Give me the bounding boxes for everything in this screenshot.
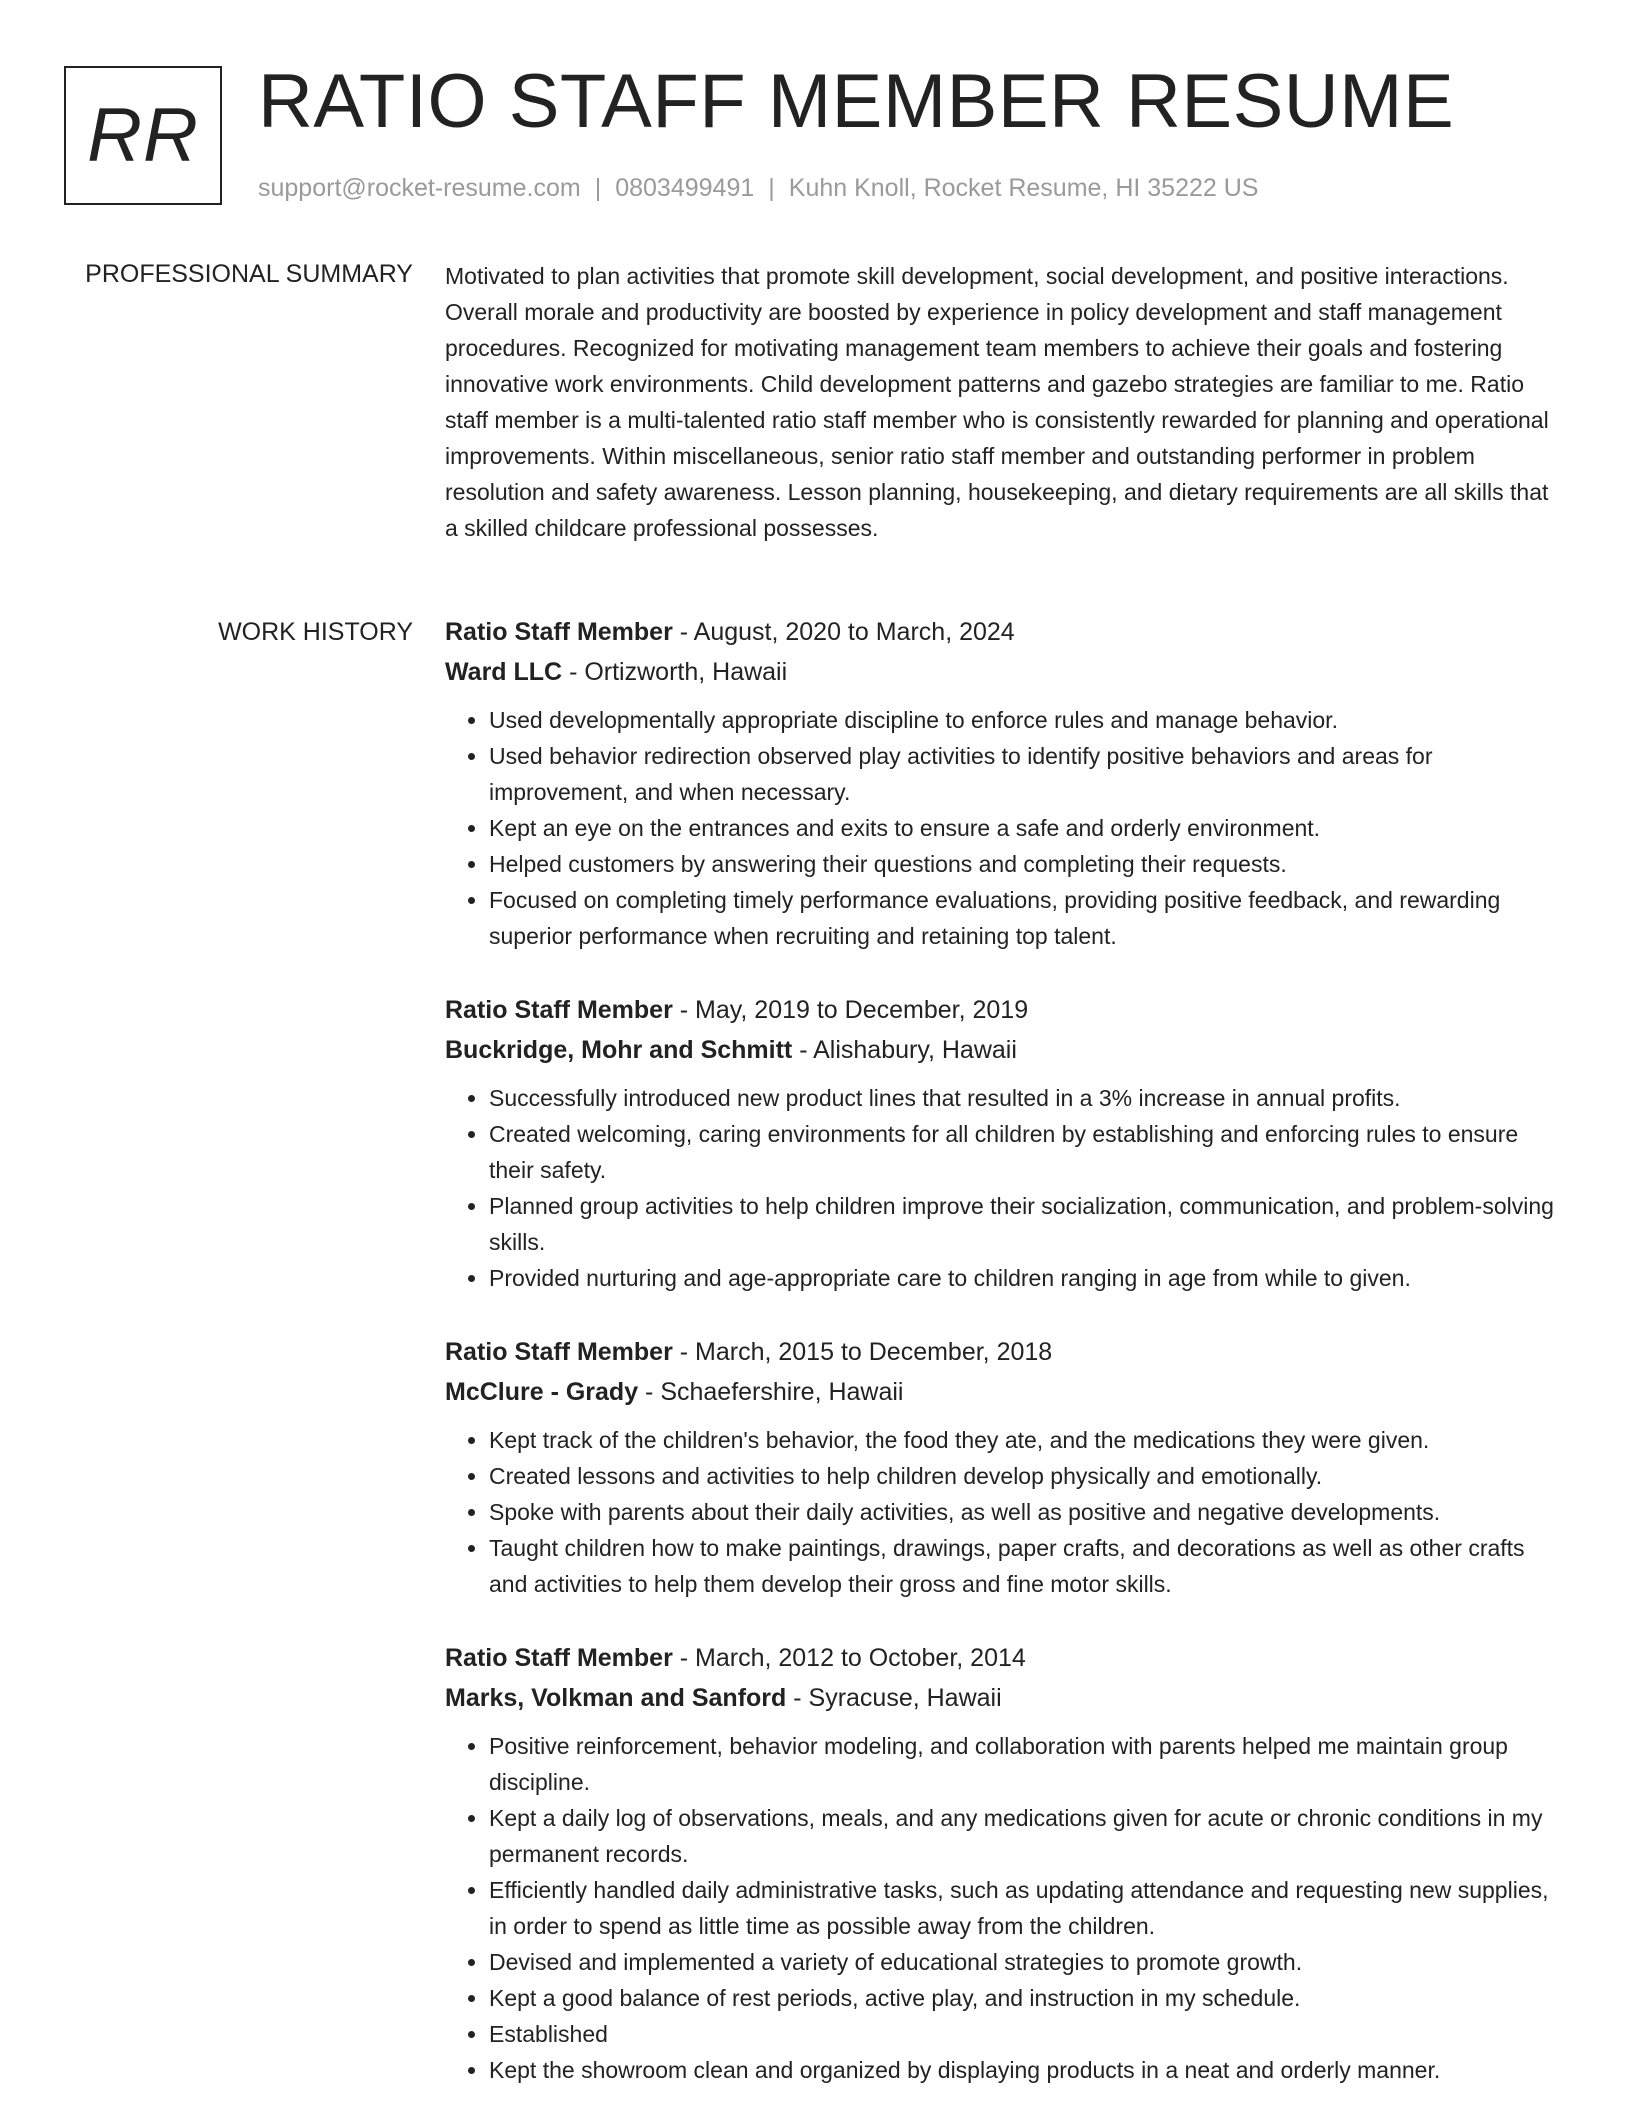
job-bullet-list — [445, 1422, 1565, 1602]
job-bullet: • Kept the showroom clean and organized by displaying products in a neat and orderly manner. — [489, 2052, 1565, 2088]
job-bullet-list — [445, 702, 1565, 954]
contact-separator: | — [768, 174, 775, 202]
resume-header — [64, 59, 1568, 214]
job-bullet: • Provided nurturing and age-appropriate care to children ranging in age from while to given. — [489, 1260, 1565, 1296]
job-title-line — [445, 1638, 1565, 1678]
contact-address: Kuhn Knoll, Rocket Resume, HI 35222 US — [788, 174, 1259, 202]
job-bullet: • Efficiently handled daily administrative tasks, such as updating attendance and requesting new supplies, in order to spend as little time as possible away from the children. — [489, 1872, 1565, 1944]
job-dates: - August, 2020 to March, 2024 — [672, 618, 1015, 646]
job-bullet: • Used developmentally appropriate discipline to enforce rules and manage behavior. — [489, 702, 1565, 738]
job-location: - Ortizworth, Hawaii — [562, 658, 788, 686]
job-company-line — [445, 1030, 1565, 1070]
monogram-logo: RR — [64, 66, 222, 205]
job-company-line — [445, 1372, 1565, 1412]
section-heading-work-history: WORK HISTORY — [218, 618, 413, 646]
job-location: - Schaefershire, Hawaii — [638, 1378, 904, 1406]
job-company: Buckridge, Mohr and Schmitt — [445, 1036, 793, 1064]
job-title: Ratio Staff Member — [445, 1338, 673, 1366]
resume-title: RATIO STAFF MEMBER RESUME — [258, 59, 1455, 144]
job-title-line — [445, 990, 1565, 1030]
job-entry — [445, 1332, 1565, 1602]
contact-separator: | — [594, 174, 602, 202]
job-bullet: • Established — [489, 2016, 1565, 2052]
job-title: Ratio Staff Member — [445, 996, 673, 1024]
job-bullet: • Focused on completing timely performance evaluations, providing positive feedback, and rewarding superior performance when recruiting and retaining top talent. — [489, 882, 1565, 954]
job-bullet-list — [445, 1728, 1565, 2088]
job-title: Ratio Staff Member — [445, 1644, 673, 1672]
job-company: McClure - Grady — [445, 1378, 639, 1406]
contact-phone: 0803499491 — [615, 174, 755, 202]
job-bullet: • Spoke with parents about their daily activities, as well as positive and negative developments. — [489, 1494, 1565, 1530]
job-entry — [445, 1638, 1565, 2088]
job-entry — [445, 612, 1565, 954]
job-bullet: • Kept track of the children's behavior, the food they ate, and the medications they were given. — [489, 1422, 1565, 1458]
contact-email: support@rocket-resume.com — [258, 174, 581, 202]
job-bullet: • Used behavior redirection observed play activities to identify positive behaviors and areas for improvement, and when necessary. — [489, 738, 1565, 810]
section-heading-summary: PROFESSIONAL SUMMARY — [85, 260, 413, 288]
summary-text: Motivated to plan activities that promote skill development, social development, and positive interactions. Overall morale and productivity are boosted by experience in policy development and staff management procedures. Recognized for motivating management team members to achieve their goals and fostering innovative work environments. Child development patterns and gazebo strategies are familiar to me. Ratio staff member is a multi-talented ratio staff member who is consistently rewarded for planning and operational improvements. Within miscellaneous, senior ratio staff member and outstanding performer in problem resolution and safety awareness. Lesson planning, housekeeping, and dietary requirements are all skills that a skilled childcare professional possesses. — [445, 263, 1549, 541]
job-location: - Syracuse, Hawaii — [786, 1684, 1002, 1712]
job-bullet: • Devised and implemented a variety of educational strategies to promote growth. — [489, 1944, 1565, 1980]
job-bullet: • Planned group activities to help children improve their socialization, communication, and problem-solving skills. — [489, 1188, 1565, 1260]
job-bullet: • Taught children how to make paintings, drawings, paper crafts, and decorations as well as other crafts and activities to help them develop their gross and fine motor skills. — [489, 1530, 1565, 1602]
job-company-line — [445, 1678, 1565, 1718]
job-company: Marks, Volkman and Sanford — [445, 1684, 787, 1712]
job-dates: - March, 2012 to October, 2014 — [672, 1644, 1026, 1672]
contact-line — [258, 174, 1258, 203]
job-bullet: • Created lessons and activities to help children develop physically and emotionally. — [489, 1458, 1565, 1494]
job-bullet: • Kept a daily log of observations, meals, and any medications given for acute or chronic conditions in my permanent records. — [489, 1800, 1565, 1872]
job-title-line — [445, 612, 1565, 652]
job-bullet: • Positive reinforcement, behavior modeling, and collaboration with parents helped me maintain group discipline. — [489, 1728, 1565, 1800]
job-location: - Alishabury, Hawaii — [792, 1036, 1017, 1064]
job-bullet: • Helped customers by answering their questions and completing their requests. — [489, 846, 1565, 882]
job-bullet: • Kept an eye on the entrances and exits to ensure a safe and orderly environment. — [489, 810, 1565, 846]
job-title-line — [445, 1332, 1565, 1372]
job-bullet: • Created welcoming, caring environments for all children by establishing and enforcing rules to ensure their safety. — [489, 1116, 1565, 1188]
job-title: Ratio Staff Member — [445, 618, 673, 646]
job-bullet: • Successfully introduced new product lines that resulted in a 3% increase in annual profits. — [489, 1080, 1565, 1116]
job-list — [445, 612, 1565, 2124]
job-bullet: • Kept a good balance of rest periods, active play, and instruction in my schedule. — [489, 1980, 1565, 2016]
job-company: Ward LLC — [445, 658, 563, 686]
job-dates: - May, 2019 to December, 2019 — [672, 996, 1029, 1024]
job-bullet-list — [445, 1080, 1565, 1296]
job-dates: - March, 2015 to December, 2018 — [672, 1338, 1053, 1366]
job-company-line — [445, 652, 1565, 692]
job-entry — [445, 990, 1565, 1296]
